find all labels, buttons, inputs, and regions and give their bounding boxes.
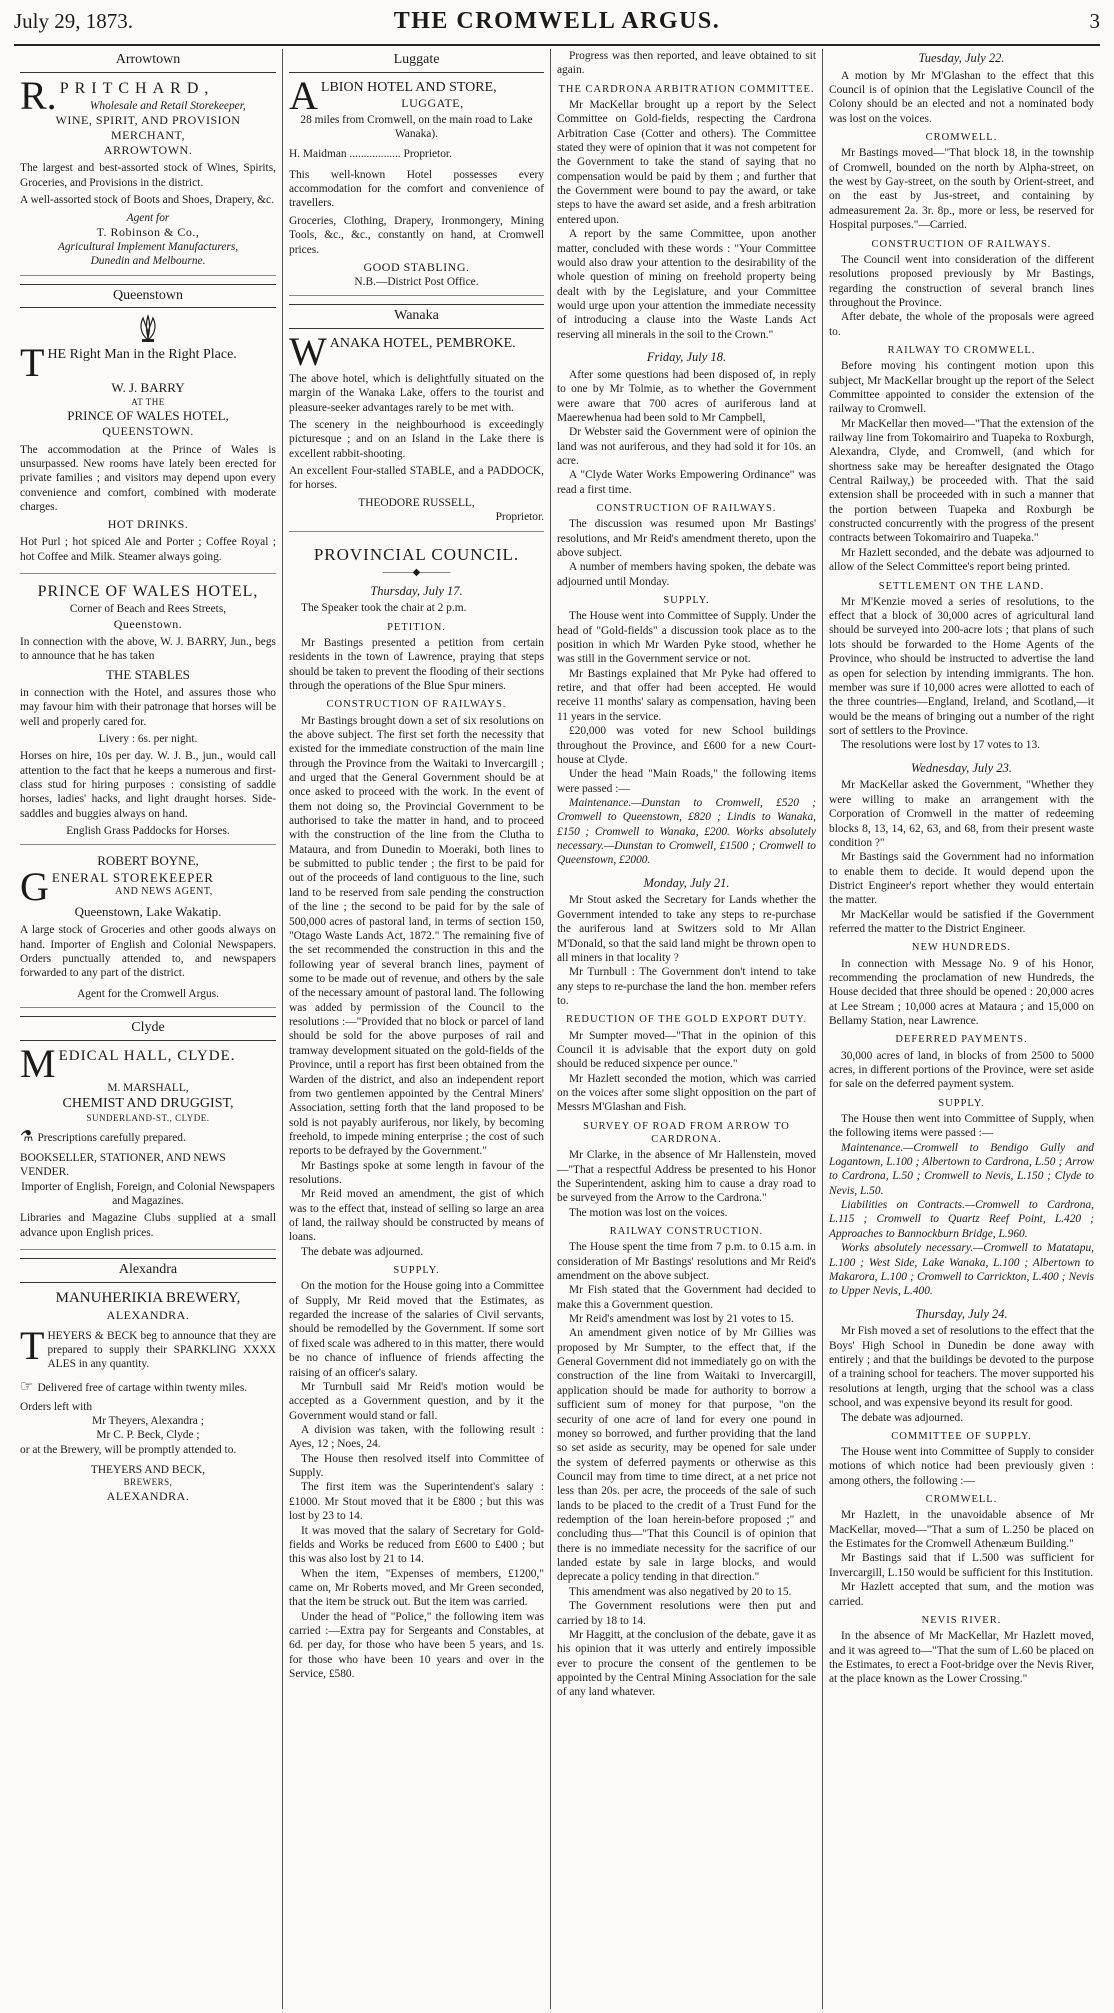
ad-town: LUGGATE,	[401, 96, 464, 111]
date-heading: Wednesday, July 23.	[911, 760, 1012, 775]
paragraph: Mr Hazlett, in the unavoidable absence of Mr MacKellar, moved—"That a sum of L.250 be placed on the Estimates for the Cromwell Athenæum Building."	[829, 1509, 1094, 1551]
ad-livery: Livery : 6s. per night.	[98, 732, 198, 745]
paragraph: Mr Turnbull : The Government don't intend to take any steps to re-purchase the land the hon. member refers to.	[557, 966, 816, 1007]
ad-manuherikia-brewery	[20, 1289, 276, 1510]
section-queenstown: Queenstown	[20, 284, 276, 309]
ad-text: The scenery in the neighbourhood is exceedingly picturesque ; and on an Island in the Lake there is excellent rabbit-shooting.	[289, 419, 544, 460]
paragraph: On the motion for the House going into a Committee of Supply, Mr Reid moved that the Estimates, as regarded the increase of the salaries of Civil servants, should be remodelled by the Government. If some sort of fixed scale was adhered to in this matter, there would be no chance of influence of friends affecting the raising of an officer's salary.	[289, 1280, 544, 1379]
paragraph: The motion was lost on the voices.	[569, 1206, 728, 1219]
date-heading: Thursday, July 17.	[370, 583, 463, 598]
paragraph: An amendment given notice of by Mr Gillies was proposed by Mr Sumpter, to the effect that, if the General Government did not immediately go on with the construction of the line from Waitaki to Invercargill, application should be made for authority to borrow a sufficient sum of money for that purpose, "on the security of one acre of land for every one pound in money so borrowed, and further providing that the land so set aside as security, may be opened for sale under the system of deferred payments or otherwise as this Council may from time to time direct, at a net price not less than 20s. per acre, the proceeds of the sale of such lands to be placed to the credit of a Trust Fund for the redemption of the loan herein-before proposed ;" and concluding thus—"That this Council is of opinion that there is no immediate necessity for the sacrifice of our landed estate by sale in large blocks, and would deprecate a policy tending in that direction."	[557, 1327, 816, 1584]
subheading: THE CARDRONA ARBITRATION COMMITTEE.	[558, 83, 815, 95]
ad-text: or at the Brewery, will be promptly attended to.	[20, 1443, 237, 1456]
ad-name: W. J. BARRY	[111, 380, 185, 396]
ad-signature: THEODORE RUSSELL,	[358, 496, 475, 509]
column-2	[282, 49, 550, 2009]
ad-text: Libraries and Magazine Clubs supplied at a small advance upon English prices.	[20, 1212, 276, 1239]
subheading: NEW HUNDREDS.	[911, 942, 1012, 954]
paragraph: Mr Bastings moved—"That block 18, in the township of Cromwell, bounded on the north by Alpha-street, on the west by Gay-street, on the south by Orient-street, and on the east by Jus-street, and containing by admeasurement 2a. 3r. 8p., more or less, be reserved for Hospital purposes."—Carried.	[829, 147, 1094, 232]
ad-text: Orders left with	[20, 1400, 93, 1413]
subheading: PETITION.	[387, 621, 446, 633]
ad-signature: ALEXANDRA.	[106, 1488, 190, 1503]
paragraph: Mr M'Kenzie moved a series of resolutions, to the effect that a block of 30,000 acres of agricultural land should be surveyed into 200-acre lots ; that plans of such lots should be forwarded to the Home Agents of the Province, who should be instructed to advertise the land as open for selection by intending immigrants. The hon. member was sure if 10,000 acres were allotted to each of the three countries—England, Ireland, and Scotland,—it would be the means of bringing out a number of the right sort of settlers to the Province.	[829, 595, 1094, 737]
ad-text: in connection with the Hotel, and assures those who may favour him with their patronage that horses will be well and properly cared for.	[20, 686, 276, 728]
paragraph: Mr Hazlett accepted that sum, and the motion was carried.	[829, 1581, 1094, 1608]
drop-cap: M	[20, 1040, 56, 1086]
date-heading: Thursday, July 24.	[915, 1306, 1008, 1321]
paragraph: Mr Sumpter moved—"That in the opinion of this Council it is advisable that the export duty on gold should be reduced sixpence per ounce."	[557, 1029, 816, 1071]
ornament-divider: ———◆———	[382, 566, 451, 578]
ad-line: WINE, SPIRIT, AND PROVISION MERCHANT,	[55, 113, 241, 143]
paragraph: The House then went into Committee of Supply, when the following items were passed :—	[829, 1112, 1094, 1140]
ad-text: A large stock of Groceries and other goods always on hand. Importer of English and Colonial Newspapers. Orders punctually attended to, and newspapers forwarded to any part of the district.	[20, 924, 276, 980]
ad-signature: Proprietor.	[495, 511, 544, 524]
paragraph: Progress was then reported, and leave obtained to sit again.	[557, 50, 816, 77]
paragraph: Mr Reid moved an amendment, the gist of which was to the effect that, instead of selling so large an area of land, the railway should be constructed by means of loans.	[289, 1188, 544, 1244]
paragraph: In connection with Message No. 9 of his Honor, recommending the proclamation of new Hundreds, the House decided that three should be opened : 20,000 acres at Lee Stream ; 10,000 acres at Mataura ; and 15,000 on Bellamy Station, near Lawrence.	[829, 957, 1094, 1028]
paragraph: A "Clyde Water Works Empowering Ordinance" was read a first time.	[557, 469, 816, 496]
paragraph: Under the head of "Police," the following item was carried :—Extra pay for Sergeants and Constables, at 6d. per day, for those who have been 5 years, and 1s. for those who have been 10 years and over in the Service, £580.	[289, 1610, 544, 1681]
paragraph: When the item, "Expenses of members, £1200," came on, Mr Roberts moved, and Mr Green seconded, that the item be struck out. But the item was carried.	[289, 1567, 544, 1609]
ad-agent-name: T. Robinson & Co.,	[96, 224, 200, 239]
page-number: 3	[1089, 9, 1100, 33]
ad-prince-of-wales-stables	[20, 582, 276, 845]
paragraph: The House then resolved itself into Committee of Supply.	[289, 1452, 544, 1480]
ad-text: This well-known Hotel possesses every accommodation for the comfort and convenience of travellers.	[289, 168, 544, 210]
ad-text: A well-assorted stock of Boots and Shoes, Drapery, &c.	[20, 194, 274, 207]
ad-text: Groceries, Clothing, Drapery, Ironmongery, Mining Tools, &c., &c., constantly on hand, at Cromwell prices.	[289, 214, 544, 256]
ad-text: Hot Purl ; hot spiced Ale and Porter ; Coffee Royal ; hot Coffee and Milk. Steamer always going.	[20, 536, 276, 563]
paragraph: Works absolutely necessary.—Cromwell to Matatapu, L.100 ; West Side, Lake Wanaka, L.100 ; Albertown to Makarora, L.100 ; Cromwell to Carrickton, L.400 ; Nevis to Upper Nevis, L.400.	[829, 1242, 1094, 1298]
ad-wanaka-hotel	[289, 328, 544, 532]
subheading: DEFERRED PAYMENTS.	[895, 1034, 1028, 1046]
paragraph: The Speaker took the chair at 2 p.m.	[301, 602, 467, 615]
ad-title: ANAKA HOTEL, PEMBROKE.	[329, 335, 516, 351]
ad-headline: HE Right Man in the Right Place.	[47, 347, 237, 363]
subheading: CROMWELL.	[925, 132, 998, 144]
drop-cap: T	[20, 340, 45, 386]
ad-line: BOOKSELLER, STATIONER, AND NEWS VENDER.	[20, 1151, 226, 1179]
ad-text: The largest and best-assorted stock of Wines, Spirits, Groceries, and Provisions in the district.	[20, 162, 276, 189]
paragraph: Mr MacKellar would be satisfied if the Government referred the matter to the District Engineer.	[829, 908, 1094, 936]
ad-nb: N.B.—District Post Office.	[354, 275, 479, 288]
ad-stables: THE STABLES	[106, 666, 190, 682]
subheading: COMMITTEE OF SUPPLY.	[891, 1430, 1032, 1442]
ad-title: EDICAL HALL, CLYDE.	[58, 1047, 236, 1064]
paragraph: Mr Bastings explained that Mr Pyke had offered to retire, and that offer had been accepted. He would receive 11 months' salary as compensation, having been 11 years in the service.	[557, 667, 816, 723]
ad-at: AT THE	[131, 396, 165, 407]
ad-line: Queenstown.	[113, 616, 183, 631]
paragraph: 30,000 acres of land, in blocks of from 2500 to 5000 acres, in different portions of the Province, were set aside for sale on the deferred payment system.	[829, 1049, 1094, 1091]
ad-text: Delivered free of cartage within twenty miles.	[37, 1381, 248, 1394]
section-clyde: Clyde	[20, 1016, 276, 1041]
ad-pritchard	[20, 72, 276, 276]
ad-title: LBION HOTEL AND STORE,	[320, 79, 497, 95]
subheading: REDUCTION OF THE GOLD EXPORT DUTY.	[565, 1014, 808, 1026]
article-title: PROVINCIAL COUNCIL.	[313, 544, 520, 564]
ad-text: Prescriptions carefully prepared.	[37, 1131, 186, 1144]
subheading: SETTLEMENT ON THE LAND.	[878, 580, 1045, 592]
paragraph: A report by the same Committee, upon another matter, concluded with these words : "Your Committee would also draw your attention to the desirability of the whole question of mining on freehold property being dealt with by the Legislature, and your Committee would urge upon your attention the immediate necessity of introducing a clause into the Waste Lands Act reserving all minerals in the soil to the Crown."	[557, 228, 816, 341]
ad-text: An excellent Four-stalled STABLE, and a PADDOCK, for horses.	[289, 465, 544, 492]
subheading: RAILWAY CONSTRUCTION.	[609, 1225, 764, 1237]
paragraph: Mr Stout asked the Secretary for Lands whether the Government intended to take any steps to re-purchase the auriferous land at Switzers sold to Mr Allan M'Donald, so that the said land might be thrown open to all miners in that locality ?	[557, 894, 816, 964]
ad-line: ARROWTOWN.	[103, 143, 193, 158]
ad-town: ALEXANDRA.	[106, 1307, 190, 1322]
ad-text: The above hotel, which is delightfully situated on the margin of the Wanaka Lake, offers to the tourist and pleasure-seeker advantages rarely to be met with.	[289, 372, 544, 414]
ad-name: ROBERT BOYNE,	[97, 853, 199, 869]
subheading: SUPPLY.	[938, 1097, 985, 1109]
ad-name: PRITCHARD,	[59, 79, 215, 97]
paragraph: Mr MacKellar then moved—"That the extension of the railway line from Tokomairiro and Tuapeka to Roxburgh, Alexandra, Clyde, and Cromwell, (and which for shortness sake may be hereafter designated the Otago Central Railway,) be proceeded with. That the said extension shall be proceeded with in such a manner that the portion between Tuapeka and Roxburgh be constructed concurrently with the progress of the present contracts between Tokomairiro and Tuapeka."	[829, 417, 1094, 545]
pointing-hand-icon: ☞	[20, 1378, 34, 1395]
paragraph: Mr Bastings brought down a set of six resolutions on the above subject. The first set forth the necessity that existed for the immediate construction of the main line through the Province from the Waitaki to Invercargill ; and urged that the General Government should be at once asked to proceed with the work. In the event of them not doing so, the Provincial Government to be authorised to take the matter in hand, and to proceed with the construction of the line from the Clutha to Mataura, and from Dunedin to Moeraki, both lines to be submitted to public tender ; the first to be paid for out of the proceeds of land contiguous to the line, such land to be reserved from sale pending the construction of the line ; the second to be paid for by the sale of 500,000 acres of pastoral land, in terms of section 150, "Otago Waste Lands Act, 1872." The remaining five of the set recommended the construction in this and the following year of several branch lines, payment of some to be made out of revenue, and others by the sale of the necessary amount of pastoral land. The following was added by permission of the Council to the resolutions :—"Provided that no block or parcel of land should be sold for the above purposes of rail and tramway development situated on the gold-fields of the Province, until a report has first been obtained from the Warden of the district, and also an independent report from two gentlemen appointed by the Central Miners' Association, setting forth that the land proposed to be sold is not payably auriferous, nor likely, by becoming freehold, to impede mining enterprise ; the cost of such reports to be defrayed by the Government."	[289, 714, 544, 1158]
paragraph: Mr Hazlett seconded the motion, which was carried on the voices after some slight opposition on the part of Messrs M'Glashan and Fish.	[557, 1072, 816, 1114]
ad-barry	[20, 314, 276, 574]
paragraph: The House went into Committee of Supply to consider motions of which notice had been previously given : among others, the following :—	[829, 1446, 1094, 1487]
paragraph: The discussion was resumed upon Mr Bastings' resolutions, and Mr Reid's amendment thereto, upon the above subject.	[557, 518, 816, 559]
drop-cap: T	[20, 1322, 45, 1368]
paragraph: Mr MacKellar asked the Government, "Whether they were willing to make an arrangement with the Corporation of Cromwell in the matter of redeeming blocks 8, 13, 14, 62, 63, and 68, from their present waste condition ?"	[829, 779, 1094, 849]
column-3	[550, 49, 822, 2009]
paragraph: Mr Reid's amendment was lost by 21 votes to 15.	[569, 1312, 794, 1325]
subheading: CROMWELL.	[925, 1494, 998, 1506]
paragraph: Mr Fish moved a set of resolutions to the effect that the Boys' High School in Dunedin be done away with entirely ; and that the buildings be devoted to the purpose of a training school for teachers. The mover supported his resolutions at length, urging that the school was a class school, and was expensive beyond its result for good.	[829, 1325, 1094, 1410]
ad-line: CHEMIST AND DRUGGIST,	[62, 1096, 234, 1112]
provincial-council-article	[289, 540, 544, 1682]
ad-agent-desc: Agricultural Implement Manufacturers,	[57, 241, 239, 254]
columns	[14, 49, 1100, 2009]
date-heading: Tuesday, July 22.	[918, 51, 1005, 65]
paragraph: The Government resolutions were then put and carried by 18 to 14.	[557, 1600, 816, 1627]
ad-text: The accommodation at the Prince of Wales is unsurpassed. New rooms have lately been erected for private families ; and visitors may depend upon every convenience and comfort, combined with moderate charges.	[20, 443, 276, 513]
drop-cap: W	[289, 328, 327, 374]
ad-hotel: PRINCE OF WALES HOTEL,	[67, 408, 229, 424]
paragraph: Dr Webster said the Government were of opinion the land was not auriferous, and they had sold it for 10s. an acre.	[557, 426, 816, 467]
paragraph: Mr MacKellar brought up a report by the Select Committee on Gold-fields, respecting the Cardrona Arbitration Case (Cotter and others). The Committee stated they were of opinion that it was not competent for the Government to take the stand of saying that no compensation would be paid by them ; and further that the Government were bound to pay the award, or take steps to have the award set aside, and a fresh arbitration entered upon.	[557, 98, 816, 226]
subheading: SURVEY OF ROAD FROM ARROW TO CARDRONA.	[583, 1120, 790, 1145]
paragraph: The resolutions were lost by 17 votes to 13.	[841, 739, 1040, 752]
paragraph: In the absence of Mr MacKellar, Mr Hazlett moved, and it was agreed to—"That the sum of L.60 be placed on the Estimates, to erect a Foot-bridge over the Nevis River, at the place known as the Lower Crossing."	[829, 1630, 1094, 1686]
issue-date: July 29, 1873.	[14, 9, 134, 33]
paragraph: The House went into Committee of Supply. Under the head of "Gold-fields" a discussion took place as to the position in which Mr Warden Pyke stood, whether he was still in the Government service or not.	[557, 610, 816, 666]
masthead	[14, 8, 1100, 44]
section-arrowtown: Arrowtown	[20, 49, 276, 73]
column-4	[822, 49, 1100, 2009]
ad-title: MANUHERIKIA BREWERY,	[55, 1289, 241, 1306]
paragraph: Liabilities on Contracts.—Cromwell to Cardrona, L.115 ; Cromwell to Quartz Reef Point, L.420 ; Approaches to Bannockburn Bridge, L.960.	[829, 1199, 1094, 1240]
subheading: SUPPLY.	[393, 1265, 440, 1277]
ad-text: Mr C. P. Beck, Clyde ;	[96, 1429, 200, 1442]
ad-boyne	[20, 853, 276, 1008]
ad-stabling: GOOD STABLING.	[363, 259, 470, 274]
masthead-rule	[14, 44, 1100, 46]
paragraph: Mr Bastings spoke at some length in favour of the resolutions.	[289, 1159, 544, 1187]
ad-text: Horses on hire, 10s per day. W. J. B., jun., would call attention to the fact that he keeps a numerous and first-class stud for hiring purposes : consisting of saddle horses, ladies' hacks, and light draught horses. Side-saddles and buggies always on hand.	[20, 750, 276, 820]
date-heading: Monday, July 21.	[643, 875, 730, 890]
subheading: CONSTRUCTION OF RAILWAYS.	[326, 699, 507, 711]
ad-line: Corner of Beach and Rees Streets,	[69, 603, 227, 616]
paragraph: Mr Bastings said the Government had no information to enable them to decide. It would depend upon the District Engineer's report whether they would entertain the matter.	[829, 851, 1094, 907]
ad-text: 28 miles from Cromwell, on the main road to Lake Wanaka).	[300, 113, 533, 140]
ad-name: M. MARSHALL,	[107, 1081, 189, 1094]
paragraph: The debate was adjourned.	[301, 1245, 424, 1258]
paragraph: Under the head "Main Roads," the following items were passed :—	[557, 768, 816, 795]
paragraph: £20,000 was voted for new School buildings throughout the Province, and £600 for a new Court-house at Clyde.	[557, 725, 816, 766]
drop-cap: A	[289, 72, 318, 118]
ad-proprietor: H. Maidman .................. Proprietor.	[289, 148, 452, 161]
paragraph: Before moving his contingent motion upon this subject, Mr MacKellar brought up the report of the Select Committee appointed to consider the extension of the railway to Cromwell.	[829, 360, 1094, 416]
subheading: NEVIS RIVER.	[921, 1614, 1002, 1626]
date-heading: Friday, July 18.	[646, 350, 727, 365]
drop-cap: R.	[20, 72, 57, 118]
ad-albion-hotel	[289, 72, 544, 297]
paragraph: Mr Turnbull said Mr Reid's motion would be accepted as a Government question, and by it the Government would stand or fall.	[289, 1380, 544, 1422]
paragraph: Mr Bastings said that if L.500 was sufficient for Invercargill, L.150 would be sufficient for this Institution.	[829, 1552, 1094, 1579]
paragraph: A motion by Mr M'Glashan to the effect that this Council is of opinion that the Legislative Council of the Colony should be an elected and not a nominated body was lost on the voices.	[829, 69, 1094, 125]
ad-agent-desc: Dunedin and Melbourne.	[90, 255, 206, 268]
paragraph: Mr Bastings presented a petition from certain residents in the town of Lawrence, praying that steps should be taken to prevent the flooding of their sections through the operations of the Blue Spur miners.	[289, 636, 544, 692]
subheading: CONSTRUCTION OF RAILWAYS.	[871, 238, 1052, 250]
section-luggate: Luggate	[289, 49, 544, 73]
ad-text: English Grass Paddocks for Horses.	[66, 825, 230, 838]
ad-signature: THEYERS AND BECK,	[90, 1464, 206, 1477]
ad-line: SUNDERLAND-ST., CLYDE.	[86, 1112, 210, 1123]
ad-agent: Agent for the Cromwell Argus.	[77, 987, 219, 1000]
paragraph: The debate was adjourned.	[841, 1411, 964, 1424]
ad-drinks: HOT DRINKS.	[107, 517, 189, 532]
column-1	[14, 49, 282, 2009]
ad-medical-hall	[20, 1040, 276, 1250]
paragraph: It was moved that the salary of Secretary for Gold-fields and Works be reduced from £600 to £400 ; but this was also lost by 21 to 14.	[289, 1524, 544, 1566]
ad-text: Importer of English, Foreign, and Colonial Newspapers and Magazines.	[21, 1180, 275, 1207]
ad-line: AND NEWS AGENT,	[115, 886, 213, 898]
paragraph: Mr Haggitt, at the conclusion of the debate, gave it as his opinion that it was utterly and entirely impossible ever to procure the consent of the gentlemen to be appointed by the Central Mining Association for the sale of any land whatever.	[557, 1628, 816, 1699]
paragraph: Mr Clarke, in the absence of Mr Hallenstein, moved—"That a respectful Address be presented to his Honor the Superintendent, asking him to cause a dray road to be surveyed from the Arrow to the Cardrona."	[557, 1149, 816, 1205]
paragraph: The House spent the time from 7 p.m. to 0.15 a.m. in consideration of Mr Bastings' resolutions and Mr Reid's amendment on the above subject.	[557, 1241, 816, 1282]
subheading: SUPPLY.	[663, 595, 710, 607]
paragraph: A number of members having spoken, the debate was adjourned until Monday.	[557, 561, 816, 588]
drop-cap: G	[20, 863, 49, 909]
paragraph: Maintenance.—Dunstan to Cromwell, £520 ; Cromwell to Queenstown, £820 ; Lindis to Wanaka, £150 ; Cromwell to Wanaka, £200. Works absolutely necessary.—Dunstan to Cromwell, £1500 ; Cromwell to Queenstown, £2000.	[557, 796, 816, 867]
mortar-pestle-icon: ⚗	[20, 1128, 34, 1145]
ad-text: Mr Theyers, Alexandra ;	[92, 1414, 204, 1427]
ad-title: ENERAL STOREKEEPER	[51, 869, 214, 885]
paragraph: A division was taken, with the following result : Ayes, 12 ; Noes, 24.	[289, 1424, 544, 1451]
ad-text: In connection with the above, W. J. BARRY, Jun., begs to announce that he has taken	[20, 635, 276, 663]
ad-town: QUEENSTOWN.	[102, 424, 194, 439]
section-wanaka: Wanaka	[289, 304, 544, 329]
ad-signature: BREWERS,	[123, 1477, 173, 1488]
subheading: RAILWAY TO CROMWELL.	[887, 344, 1036, 356]
paragraph: This amendment was also negatived by 20 to 15.	[569, 1585, 792, 1598]
ad-tagline: Wholesale and Retail Storekeeper,	[89, 99, 246, 112]
newspaper-title: THE CROMWELL ARGUS.	[393, 8, 721, 34]
paragraph: The Council went into consideration of the different resolutions proposed previously by Mr Bastings, regarding the construction of several branch lines throughout the Province.	[829, 253, 1094, 309]
subheading: CONSTRUCTION OF RAILWAYS.	[596, 503, 777, 515]
ad-title: PRINCE OF WALES HOTEL,	[37, 583, 259, 601]
ad-agent: Agent for	[126, 211, 170, 224]
paragraph: After some questions had been disposed of, in reply to one by Mr Tolmie, as to whether the Government were aware that 700 acres of auriferous land at Maerewhenua had been sold to Mr Campbell,	[557, 368, 816, 424]
paragraph: The first item was the Superintendent's salary : £1000. Mr Stout moved that it be £800 ; but this was lost by 23 to 14.	[289, 1481, 544, 1523]
ad-text: HEYERS & BECK beg to announce that they are prepared to supply their SPARKLING XXXX ALES in any quantity.	[47, 1329, 276, 1371]
paragraph: Mr Hazlett seconded, and the debate was adjourned to allow of the Select Committee's report being printed.	[829, 546, 1094, 574]
prince-of-wales-feathers-icon	[131, 314, 165, 344]
paragraph: After debate, the whole of the proposals were agreed to.	[829, 311, 1094, 338]
section-alexandra: Alexandra	[20, 1258, 276, 1283]
paragraph: Mr Fish stated that the Government had decided to make this a Government question.	[557, 1284, 816, 1311]
paragraph: Maintenance.—Cromwell to Bendigo Gully and Logantown, L.100 ; Albertown to Cardrona, L.50 ; Arrow to Cardrona, L.50 ; Cromwell to Nevis, L.150 ; Clyde to Nevis, L.50.	[829, 1141, 1094, 1197]
ad-line: Queenstown, Lake Wakatip.	[74, 903, 222, 919]
